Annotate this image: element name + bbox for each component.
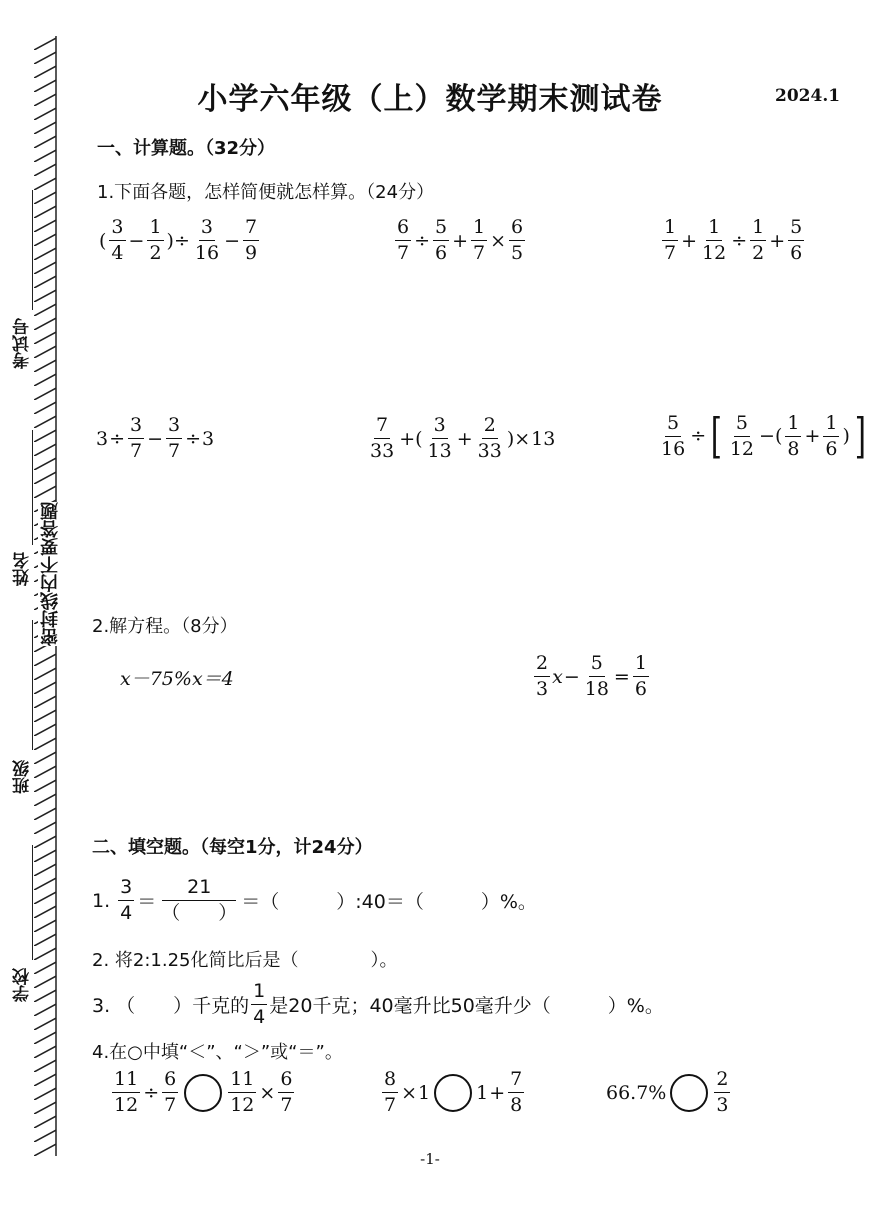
calc-6: $\frac{5}{16}$ ÷ [ 5 12 −( 1 8 + $\frac{1}{6}$ ) ] <box>661 408 866 464</box>
q1-instruction: 1.下面各题，怎样简便就怎样算。（24分） <box>97 182 435 203</box>
exam-date: 2024.1 <box>775 86 841 106</box>
section1-heading: 一、计算题。（32分） <box>97 138 276 159</box>
school-label: 学校 <box>13 968 33 1002</box>
q2-instruction: 2.解方程。（8分） <box>92 616 238 637</box>
calc-3: 1 7 + $\frac{1}{12}$ ÷ $\frac{1}{2}$ + $\frac{5}{6}$ <box>664 216 803 264</box>
calc-4: 3 ÷ $\frac{3}{7}$ − $\frac{3}{7}$ ÷ 3 <box>96 414 215 462</box>
name-line <box>32 430 33 545</box>
exam-no-label: 考试号 <box>13 318 33 369</box>
equation-2: 2 3 x − $\frac{5}{18}$ = $\frac{1}{6}$ <box>536 652 647 700</box>
compare-2: $\frac{8}{7}$ × 1 1 + $\frac{7}{8}$ <box>384 1068 523 1116</box>
class-line <box>32 620 33 750</box>
answer-circle[interactable] <box>434 1074 472 1112</box>
seal-warning-text: 密封线内不要答题 <box>38 502 64 646</box>
fill-q2: 2. 将2:1.25化简比后是（ ）。 <box>92 950 398 971</box>
name-label: 姓名 <box>13 552 33 586</box>
class-label: 班级 <box>13 760 33 794</box>
school-line <box>32 845 33 960</box>
binding-margin <box>0 0 70 1216</box>
answer-circle[interactable] <box>670 1074 708 1112</box>
calc-5: 7 33 +( 3 13 + $\frac{2}{33}$ )× 13 <box>370 414 556 462</box>
calc-1: ( 3 4 − $\frac{1}{2}$ )÷ $\frac{3}{16}$ − $\frac{7}{9}$ <box>99 216 258 264</box>
page-number: -1- <box>420 1150 440 1168</box>
equation-1: x－75%x＝4 <box>120 668 234 690</box>
answer-circle[interactable] <box>184 1074 222 1112</box>
exam-no-line <box>32 190 33 310</box>
compare-1: $\frac{11}{12}$ ÷ $\frac{6}{7}$ $\frac{11}{12}$ × $\frac{6}{7}$ <box>114 1068 293 1116</box>
section2-heading: 二、填空题。（每空1分，计24分） <box>92 837 373 858</box>
fill-q3: 3. （ ）千克的 1 4 是20千克；40毫升比50毫升少（ ）%。 <box>92 980 664 1028</box>
fill-q4-instruction: 4.在○中填“＜”、“＞”或“＝”。 <box>92 1042 343 1063</box>
exam-title: 小学六年级（上）数学期末测试卷 <box>197 82 663 117</box>
fill-q1: 1. 3 4 ＝ 21 （ ） ＝（ ）:40＝（ ）%。 <box>92 876 537 924</box>
calc-2: $\frac{6}{7}$ ÷ $\frac{5}{6}$ + $\frac{1}{7}$ × $\frac{6}{5}$ <box>397 216 524 264</box>
compare-3: 66.7% 2 3 <box>606 1068 729 1116</box>
